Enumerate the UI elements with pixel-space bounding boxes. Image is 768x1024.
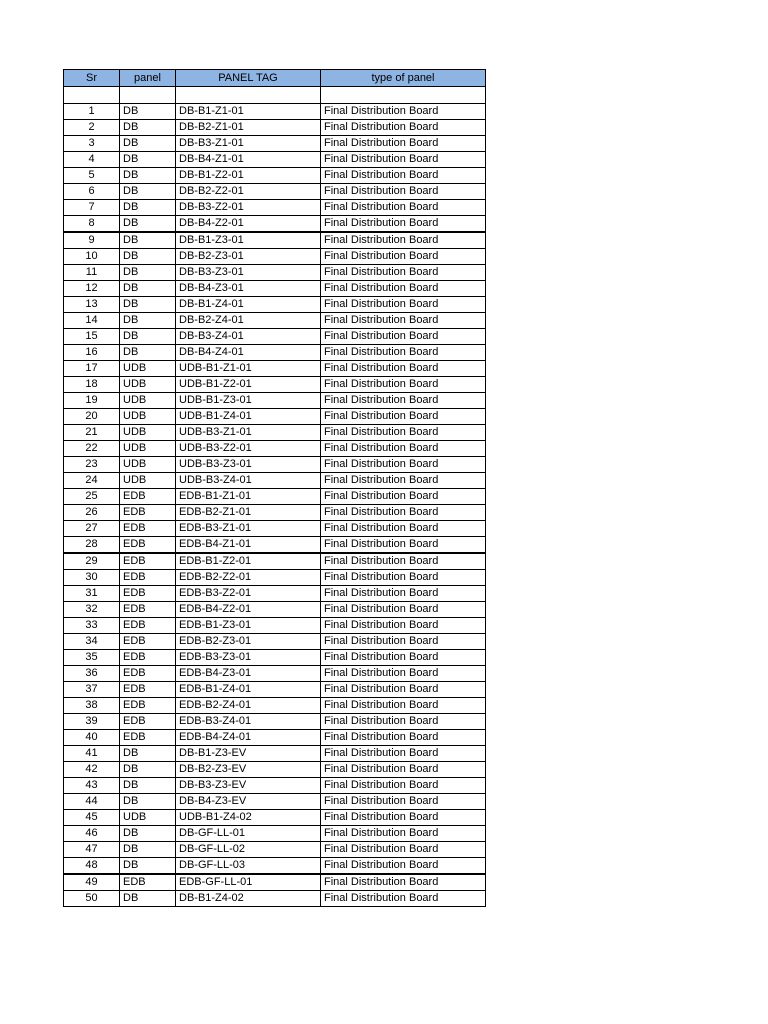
panel-type-cell: Final Distribution Board — [321, 826, 486, 842]
panel-schedule-table — [63, 69, 486, 907]
panel-tag-cell: EDB-B2-Z3-01 — [176, 634, 321, 650]
panel-type-cell: Final Distribution Board — [321, 249, 486, 265]
table-row — [64, 168, 486, 184]
table-row — [64, 666, 486, 682]
table-row — [64, 842, 486, 858]
panel-type-cell: Final Distribution Board — [321, 570, 486, 586]
panel-cell: EDB — [120, 505, 176, 521]
panel-type-cell: Final Distribution Board — [321, 634, 486, 650]
table-row — [64, 794, 486, 810]
table-row — [64, 329, 486, 345]
sr-cell: 49 — [64, 874, 120, 891]
panel-tag-cell: UDB-B3-Z3-01 — [176, 457, 321, 473]
blank-cell — [176, 87, 321, 104]
sr-cell: 8 — [64, 216, 120, 233]
panel-cell: UDB — [120, 377, 176, 393]
sr-cell: 38 — [64, 698, 120, 714]
panel-type-cell: Final Distribution Board — [321, 602, 486, 618]
panel-tag-cell: EDB-B3-Z1-01 — [176, 521, 321, 537]
sr-cell: 46 — [64, 826, 120, 842]
sr-cell: 5 — [64, 168, 120, 184]
sr-cell: 32 — [64, 602, 120, 618]
panel-type-cell: Final Distribution Board — [321, 618, 486, 634]
panel-tag-cell: EDB-B3-Z2-01 — [176, 586, 321, 602]
table-row — [64, 570, 486, 586]
panel-cell: EDB — [120, 586, 176, 602]
panel-cell: EDB — [120, 666, 176, 682]
table-row — [64, 232, 486, 249]
table-row — [64, 682, 486, 698]
sr-cell: 11 — [64, 265, 120, 281]
panel-type-cell: Final Distribution Board — [321, 891, 486, 907]
table-row — [64, 521, 486, 537]
panel-type-cell: Final Distribution Board — [321, 457, 486, 473]
table-row — [64, 473, 486, 489]
panel-type-cell: Final Distribution Board — [321, 168, 486, 184]
table-body — [64, 87, 486, 907]
table-row — [64, 714, 486, 730]
sr-cell: 22 — [64, 441, 120, 457]
table-row — [64, 602, 486, 618]
sr-cell: 29 — [64, 553, 120, 570]
panel-tag-cell: EDB-B2-Z1-01 — [176, 505, 321, 521]
panel-cell: DB — [120, 826, 176, 842]
sr-cell: 34 — [64, 634, 120, 650]
panel-cell: EDB — [120, 714, 176, 730]
panel-type-cell: Final Distribution Board — [321, 489, 486, 505]
table-row — [64, 746, 486, 762]
table-row — [64, 457, 486, 473]
panel-tag-cell: DB-B4-Z3-01 — [176, 281, 321, 297]
panel-tag-cell: DB-B3-Z3-01 — [176, 265, 321, 281]
panel-cell: EDB — [120, 618, 176, 634]
header-row — [64, 70, 486, 87]
sr-cell: 12 — [64, 281, 120, 297]
table-row — [64, 650, 486, 666]
sr-cell: 4 — [64, 152, 120, 168]
panel-cell: DB — [120, 778, 176, 794]
panel-type-cell: Final Distribution Board — [321, 313, 486, 329]
table-row — [64, 200, 486, 216]
table-row — [64, 634, 486, 650]
panel-cell: DB — [120, 152, 176, 168]
sr-cell: 3 — [64, 136, 120, 152]
panel-tag-cell: DB-B2-Z3-01 — [176, 249, 321, 265]
sr-cell: 9 — [64, 232, 120, 249]
sr-cell: 17 — [64, 361, 120, 377]
panel-tag-cell: DB-B4-Z1-01 — [176, 152, 321, 168]
panel-type-cell: Final Distribution Board — [321, 184, 486, 200]
table-row — [64, 441, 486, 457]
panel-cell: DB — [120, 249, 176, 265]
panel-cell: UDB — [120, 393, 176, 409]
panel-cell: EDB — [120, 730, 176, 746]
panel-tag-cell: EDB-B1-Z4-01 — [176, 682, 321, 698]
sr-cell: 7 — [64, 200, 120, 216]
panel-tag-cell: DB-B3-Z4-01 — [176, 329, 321, 345]
table-row — [64, 858, 486, 875]
panel-tag-cell: EDB-B1-Z2-01 — [176, 553, 321, 570]
panel-type-cell: Final Distribution Board — [321, 136, 486, 152]
panel-tag-cell: EDB-B3-Z3-01 — [176, 650, 321, 666]
sr-cell: 24 — [64, 473, 120, 489]
header-panel: panel — [120, 70, 176, 87]
panel-tag-cell: EDB-B1-Z3-01 — [176, 618, 321, 634]
table-row — [64, 249, 486, 265]
table-row — [64, 489, 486, 505]
table-row — [64, 505, 486, 521]
panel-type-cell: Final Distribution Board — [321, 874, 486, 891]
sr-cell: 14 — [64, 313, 120, 329]
panel-type-cell: Final Distribution Board — [321, 810, 486, 826]
panel-cell: EDB — [120, 602, 176, 618]
panel-type-cell: Final Distribution Board — [321, 714, 486, 730]
panel-type-cell: Final Distribution Board — [321, 297, 486, 313]
table-row — [64, 184, 486, 200]
sr-cell: 26 — [64, 505, 120, 521]
panel-tag-cell: DB-B1-Z3-01 — [176, 232, 321, 249]
sr-cell: 16 — [64, 345, 120, 361]
sr-cell: 35 — [64, 650, 120, 666]
panel-tag-cell: DB-B3-Z3-EV — [176, 778, 321, 794]
header-sr: Sr — [64, 70, 120, 87]
panel-type-cell: Final Distribution Board — [321, 329, 486, 345]
panel-cell: DB — [120, 104, 176, 120]
panel-type-cell: Final Distribution Board — [321, 778, 486, 794]
sr-cell: 45 — [64, 810, 120, 826]
sr-cell: 36 — [64, 666, 120, 682]
sr-cell: 40 — [64, 730, 120, 746]
panel-type-cell: Final Distribution Board — [321, 666, 486, 682]
table-row — [64, 698, 486, 714]
panel-cell: EDB — [120, 570, 176, 586]
panel-tag-cell: DB-B2-Z1-01 — [176, 120, 321, 136]
sr-cell: 28 — [64, 537, 120, 554]
panel-type-cell: Final Distribution Board — [321, 393, 486, 409]
sr-cell: 31 — [64, 586, 120, 602]
panel-tag-cell: EDB-B2-Z4-01 — [176, 698, 321, 714]
table-row — [64, 345, 486, 361]
panel-tag-cell: DB-B1-Z2-01 — [176, 168, 321, 184]
panel-cell: EDB — [120, 650, 176, 666]
panel-tag-cell: DB-GF-LL-01 — [176, 826, 321, 842]
sr-cell: 18 — [64, 377, 120, 393]
sr-cell: 1 — [64, 104, 120, 120]
panel-tag-cell: UDB-B3-Z4-01 — [176, 473, 321, 489]
table-row — [64, 281, 486, 297]
panel-type-cell: Final Distribution Board — [321, 698, 486, 714]
panel-tag-cell: DB-B2-Z2-01 — [176, 184, 321, 200]
panel-cell: UDB — [120, 457, 176, 473]
panel-type-cell: Final Distribution Board — [321, 152, 486, 168]
panel-cell: DB — [120, 313, 176, 329]
panel-cell: EDB — [120, 698, 176, 714]
panel-tag-cell: DB-B1-Z3-EV — [176, 746, 321, 762]
panel-tag-cell: DB-B4-Z3-EV — [176, 794, 321, 810]
panel-type-cell: Final Distribution Board — [321, 521, 486, 537]
sr-cell: 42 — [64, 762, 120, 778]
panel-type-cell: Final Distribution Board — [321, 858, 486, 875]
panel-cell: EDB — [120, 553, 176, 570]
sr-cell: 30 — [64, 570, 120, 586]
panel-cell: EDB — [120, 537, 176, 554]
panel-cell: DB — [120, 232, 176, 249]
sr-cell: 39 — [64, 714, 120, 730]
table-row — [64, 409, 486, 425]
table-row — [64, 762, 486, 778]
sr-cell: 15 — [64, 329, 120, 345]
panel-type-cell: Final Distribution Board — [321, 505, 486, 521]
panel-type-cell: Final Distribution Board — [321, 794, 486, 810]
panel-type-cell: Final Distribution Board — [321, 553, 486, 570]
panel-type-cell: Final Distribution Board — [321, 104, 486, 120]
table-header — [64, 70, 486, 87]
table-row — [64, 104, 486, 120]
sr-cell: 47 — [64, 842, 120, 858]
panel-cell: EDB — [120, 874, 176, 891]
panel-tag-cell: EDB-B4-Z3-01 — [176, 666, 321, 682]
panel-cell: UDB — [120, 441, 176, 457]
sr-cell: 13 — [64, 297, 120, 313]
panel-type-cell: Final Distribution Board — [321, 361, 486, 377]
panel-tag-cell: DB-B1-Z4-02 — [176, 891, 321, 907]
table-row — [64, 120, 486, 136]
panel-cell: UDB — [120, 810, 176, 826]
table-row — [64, 586, 486, 602]
table-row — [64, 393, 486, 409]
panel-cell: DB — [120, 345, 176, 361]
panel-cell: DB — [120, 891, 176, 907]
panel-tag-cell: DB-B4-Z4-01 — [176, 345, 321, 361]
panel-type-cell: Final Distribution Board — [321, 345, 486, 361]
panel-tag-cell: DB-B2-Z3-EV — [176, 762, 321, 778]
panel-tag-cell: DB-B3-Z1-01 — [176, 136, 321, 152]
panel-type-cell: Final Distribution Board — [321, 586, 486, 602]
panel-type-cell: Final Distribution Board — [321, 120, 486, 136]
table-row — [64, 826, 486, 842]
panel-tag-cell: DB-GF-LL-02 — [176, 842, 321, 858]
panel-type-cell: Final Distribution Board — [321, 537, 486, 554]
panel-tag-cell: UDB-B1-Z4-01 — [176, 409, 321, 425]
panel-cell: DB — [120, 184, 176, 200]
sr-cell: 6 — [64, 184, 120, 200]
panel-type-cell: Final Distribution Board — [321, 281, 486, 297]
panel-cell: UDB — [120, 361, 176, 377]
panel-type-cell: Final Distribution Board — [321, 730, 486, 746]
panel-tag-cell: DB-B1-Z1-01 — [176, 104, 321, 120]
table-row — [64, 216, 486, 233]
panel-type-cell: Final Distribution Board — [321, 650, 486, 666]
sr-cell: 50 — [64, 891, 120, 907]
header-panel-tag: PANEL TAG — [176, 70, 321, 87]
sr-cell: 10 — [64, 249, 120, 265]
table-row — [64, 891, 486, 907]
table-row — [64, 618, 486, 634]
panel-tag-cell: UDB-B3-Z1-01 — [176, 425, 321, 441]
sr-cell: 33 — [64, 618, 120, 634]
panel-cell: DB — [120, 120, 176, 136]
panel-tag-cell: UDB-B1-Z4-02 — [176, 810, 321, 826]
panel-type-cell: Final Distribution Board — [321, 682, 486, 698]
table-row — [64, 730, 486, 746]
panel-tag-cell: UDB-B3-Z2-01 — [176, 441, 321, 457]
table-row — [64, 361, 486, 377]
sr-cell: 27 — [64, 521, 120, 537]
panel-tag-cell: EDB-B4-Z2-01 — [176, 602, 321, 618]
blank-cell — [120, 87, 176, 104]
panel-cell: UDB — [120, 425, 176, 441]
sr-cell: 25 — [64, 489, 120, 505]
panel-cell: EDB — [120, 521, 176, 537]
panel-cell: EDB — [120, 634, 176, 650]
panel-cell: DB — [120, 200, 176, 216]
panel-tag-cell: EDB-GF-LL-01 — [176, 874, 321, 891]
table-row — [64, 778, 486, 794]
table-row — [64, 265, 486, 281]
sr-cell: 2 — [64, 120, 120, 136]
table-row — [64, 136, 486, 152]
panel-tag-cell: EDB-B4-Z1-01 — [176, 537, 321, 554]
sr-cell: 21 — [64, 425, 120, 441]
blank-row — [64, 87, 486, 104]
sr-cell: 48 — [64, 858, 120, 875]
panel-cell: UDB — [120, 473, 176, 489]
table-row — [64, 537, 486, 554]
sr-cell: 43 — [64, 778, 120, 794]
table-row — [64, 425, 486, 441]
table-row — [64, 377, 486, 393]
panel-type-cell: Final Distribution Board — [321, 232, 486, 249]
panel-cell: DB — [120, 746, 176, 762]
panel-cell: DB — [120, 136, 176, 152]
panel-type-cell: Final Distribution Board — [321, 409, 486, 425]
table-row — [64, 553, 486, 570]
panel-cell: DB — [120, 168, 176, 184]
table-row — [64, 313, 486, 329]
panel-tag-cell: DB-GF-LL-03 — [176, 858, 321, 875]
sr-cell: 23 — [64, 457, 120, 473]
blank-cell — [64, 87, 120, 104]
panel-cell: DB — [120, 762, 176, 778]
panel-type-cell: Final Distribution Board — [321, 762, 486, 778]
panel-type-cell: Final Distribution Board — [321, 473, 486, 489]
panel-type-cell: Final Distribution Board — [321, 265, 486, 281]
panel-type-cell: Final Distribution Board — [321, 842, 486, 858]
panel-tag-cell: UDB-B1-Z2-01 — [176, 377, 321, 393]
sr-cell: 37 — [64, 682, 120, 698]
sr-cell: 19 — [64, 393, 120, 409]
panel-tag-cell: DB-B4-Z2-01 — [176, 216, 321, 233]
panel-type-cell: Final Distribution Board — [321, 425, 486, 441]
panel-cell: UDB — [120, 409, 176, 425]
panel-type-cell: Final Distribution Board — [321, 746, 486, 762]
panel-tag-cell: DB-B3-Z2-01 — [176, 200, 321, 216]
panel-tag-cell: EDB-B3-Z4-01 — [176, 714, 321, 730]
table-row — [64, 874, 486, 891]
panel-tag-cell: EDB-B4-Z4-01 — [176, 730, 321, 746]
blank-cell — [321, 87, 486, 104]
panel-type-cell: Final Distribution Board — [321, 216, 486, 233]
panel-type-cell: Final Distribution Board — [321, 200, 486, 216]
sr-cell: 20 — [64, 409, 120, 425]
panel-tag-cell: DB-B2-Z4-01 — [176, 313, 321, 329]
table-row — [64, 152, 486, 168]
panel-cell: DB — [120, 329, 176, 345]
header-type-of-panel: type of panel — [321, 70, 486, 87]
panel-tag-cell: DB-B1-Z4-01 — [176, 297, 321, 313]
panel-cell: EDB — [120, 489, 176, 505]
table-row — [64, 297, 486, 313]
panel-cell: DB — [120, 794, 176, 810]
panel-tag-cell: UDB-B1-Z1-01 — [176, 361, 321, 377]
panel-tag-cell: EDB-B1-Z1-01 — [176, 489, 321, 505]
sr-cell: 41 — [64, 746, 120, 762]
panel-cell: DB — [120, 842, 176, 858]
panel-tag-cell: EDB-B2-Z2-01 — [176, 570, 321, 586]
panel-cell: DB — [120, 265, 176, 281]
panel-cell: EDB — [120, 682, 176, 698]
panel-type-cell: Final Distribution Board — [321, 377, 486, 393]
panel-tag-cell: UDB-B1-Z3-01 — [176, 393, 321, 409]
panel-type-cell: Final Distribution Board — [321, 441, 486, 457]
panel-cell: DB — [120, 858, 176, 875]
panel-cell: DB — [120, 297, 176, 313]
sr-cell: 44 — [64, 794, 120, 810]
panel-cell: DB — [120, 216, 176, 233]
table-row — [64, 810, 486, 826]
panel-cell: DB — [120, 281, 176, 297]
